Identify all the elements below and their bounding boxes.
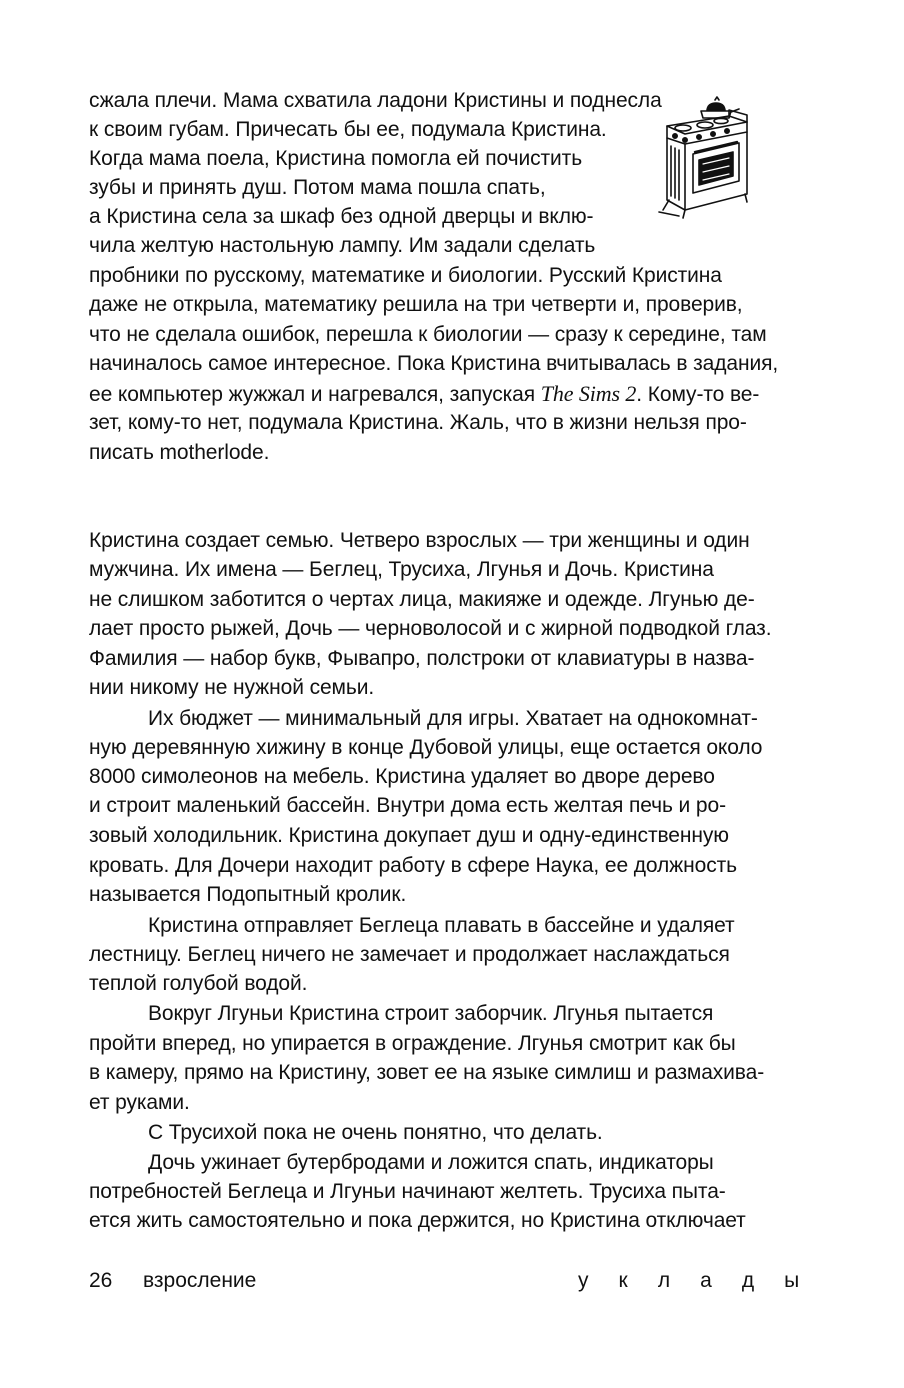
text-line: называется Подопытный кролик. [89, 883, 407, 906]
text-line: начиналось самое интересное. Пока Кристина вчитывалась в задания, [89, 352, 779, 375]
text-line: ную деревянную хижину в конце Дубовой улицы, еще остается около [89, 736, 763, 759]
text-line: в камеру, прямо на Кристину, зовет ее на языке симлиш и размахива- [89, 1061, 765, 1084]
text-line: ется жить самостоятельно и пока держится, но Кристина отключает [89, 1209, 746, 1232]
text-line: лает просто рыжей, Дочь — черноволосой и с жирной подводкой глаз. [89, 617, 772, 640]
text-line: 8000 симолеонов на мебель. Кристина удаляет во дворе дерево [89, 765, 715, 788]
series-title: уклады [578, 1269, 830, 1292]
text-segment: . Кому-то ве- [636, 383, 760, 406]
text-line: лестницу. Беглец ничего не замечает и продолжает наслаждаться [89, 943, 730, 966]
text-line: зовый холодильник. Кристина докупает душ и одну-единственную [89, 824, 729, 847]
text-line: Кристина отправляет Беглеца плавать в бассейне и удаляет [148, 914, 735, 937]
text-line: мужчина. Их имена — Беглец, Трусиха, Лгунья и Дочь. Кристина [89, 558, 714, 581]
text-line: нии никому не нужной семьи. [89, 676, 375, 699]
game-title: The Sims 2 [540, 381, 637, 406]
text-line: потребностей Беглеца и Лгуньи начинают желтеть. Трусиха пыта- [89, 1180, 726, 1203]
text-line [89, 379, 759, 408]
text-line: С Трусихой пока не очень понятно, что делать. [148, 1121, 603, 1144]
text-line: ет руками. [89, 1091, 190, 1114]
text-line: Кристина создает семью. Четверо взрослых — три женщины и один [89, 529, 750, 552]
text-line: теплой голубой водой. [89, 972, 308, 995]
text-line: пробники по русскому, математике и биологии. Русский Кристина [89, 264, 722, 287]
text-line: Их бюджет — минимальный для игры. Хватает на однокомнат- [148, 707, 758, 730]
text-segment: ее компьютер жужжал и нагревался, запуская [89, 383, 541, 406]
text-line: а Кристина села за шкаф без одной дверцы и вклю- [89, 205, 594, 228]
text-line: пройти вперед, но упирается в ограждение. Лгунья смотрит как бы [89, 1032, 736, 1055]
text-line: чила желтую настольную лампу. Им задали сделать [89, 234, 596, 257]
text-line: Дочь ужинает бутербродами и ложится спать, индикаторы [148, 1151, 714, 1174]
text-line: не слишком заботится о чертах лица, макияже и одежде. Лгунью де- [89, 588, 755, 611]
text-line: писать motherlode. [89, 441, 270, 464]
text-line: зубы и принять душ. Потом мама пошла спать, [89, 176, 546, 199]
text-line: кровать. Для Дочери находит работу в сфере Наука, ее должность [89, 854, 737, 877]
text-line: даже не открыла, математику решила на три четверти и, проверив, [89, 293, 743, 316]
page-number: 26 [89, 1269, 113, 1292]
section-title: взросление [143, 1269, 257, 1292]
stove-icon [655, 96, 751, 220]
text-line: сжала плечи. Мама схватила ладони Кристины и поднесла [89, 89, 662, 112]
text-line: Вокруг Лгуньи Кристина строит заборчик. Лгунья пытается [148, 1002, 714, 1025]
text-line: что не сделала ошибок, перешла к биологии — сразу к середине, там [89, 323, 767, 346]
text-line: Когда мама поела, Кристина помогла ей почистить [89, 147, 583, 170]
text-line: и строит маленький бассейн. Внутри дома есть желтая печь и ро- [89, 794, 726, 817]
text-line: Фамилия — набор букв, Фывапро, полстроки от клавиатуры в назва- [89, 647, 755, 670]
text-line: к своим губам. Причесать бы ее, подумала Кристина. [89, 118, 607, 141]
text-line: зет, кому-то нет, подумала Кристина. Жаль, что в жизни нельзя про- [89, 411, 747, 434]
